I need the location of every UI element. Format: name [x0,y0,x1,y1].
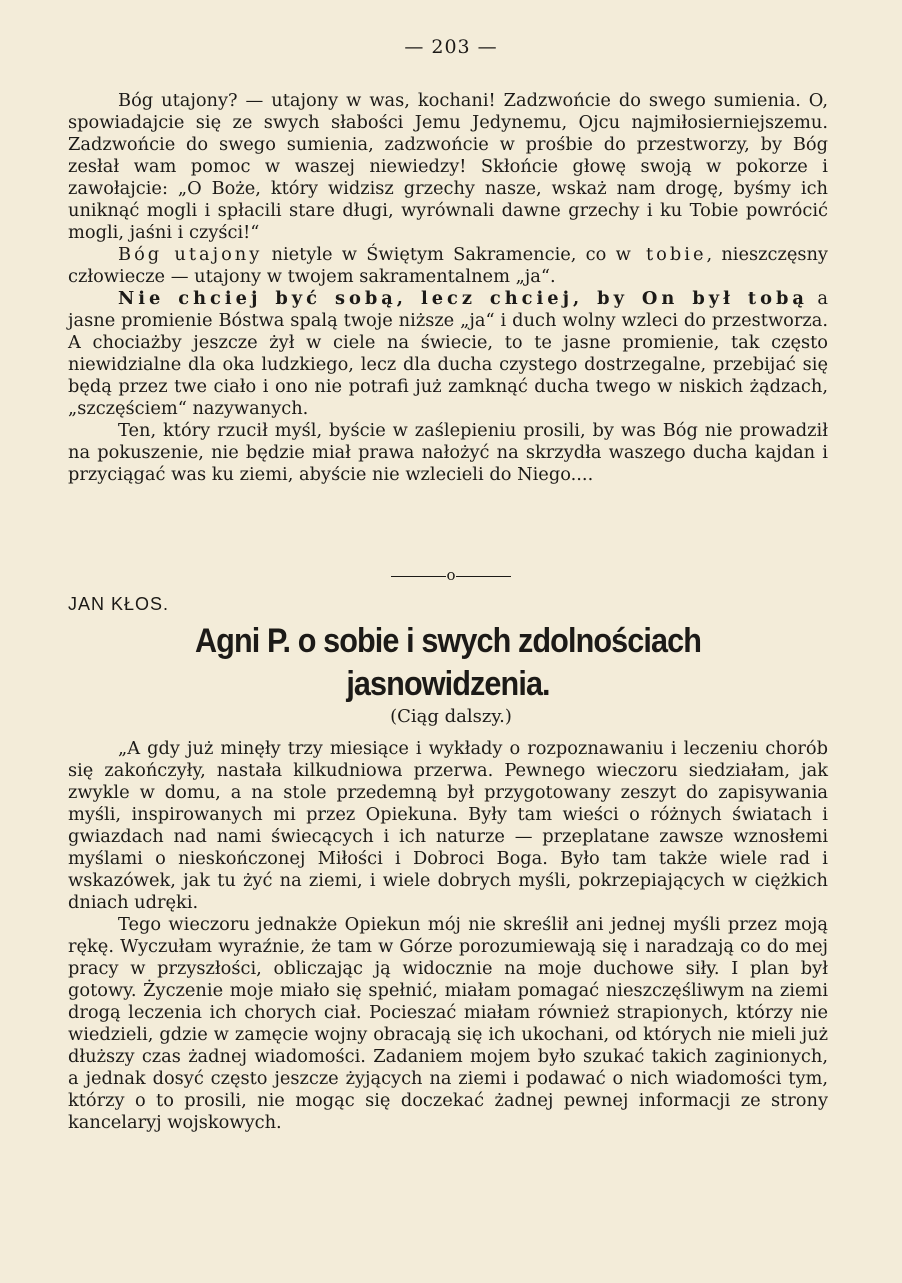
continued-note: (Ciąg dalszy.) [390,706,512,727]
article-title: Agni P. o sobie i swych zdolnościach jasnowidzenia. [194,622,702,703]
emphasis: w tobie [615,244,707,265]
separator-mark: o [446,566,456,584]
paragraph [68,288,828,420]
text: nietyle w Świętym Sakramencie, co [262,244,616,265]
text: a jasne promienie Bóstwa spalą twoje niższe „ja“ i duch wolny wzleci do przestworza. A chociażby jeszcze żył w ciele na świecie, to te jasne promienie, tak często niewidzialne dla oka ludzkiego, lecz dla ducha czystego dostrzegalne, przebijać się będą przez twe ciało i ono nie potrafi już zamknąć ducha twego w niskich żądzach, „szczęściem“ nazywanych. [68,288,828,419]
text-block-top [68,90,828,486]
paragraph: Bóg utajony? — utajony w was, kochani! Zadzwońcie do swego sumienia. O, spowiadajcie się ze swych słabości Jemu Jedynemu, Ojcu najmiłosierniejszemu. Zadzwońcie do swego sumienia, zadzwońcie w prośbie do przestworzy, by Bóg zesłał wam pomoc w waszej niewiedzy! Skłońcie głowę swoją w pokorze i zawołajcie: „O Boże, który widzisz grzechy nasze, wskaż nam drogę, byśmy ich uniknąć mogli i spłacili stare długi, wyrównali dawne grzechy i ku Tobie powrócić mogli, jaśni i czyści!“ [68,90,828,243]
paragraph: „A gdy już minęły trzy miesiące i wykłady o rozpoznawaniu i leczeniu chorób się zakończyły, nastała kilkudniowa przerwa. Pewnego wieczoru siedziałam, jak zwykle w domu, a na stole przedemną był przygotowany zeszyt do zapisywania myśli, inspirowanych mi przez Opiekuna. Były tam wieści o różnych światach i gwiazdach nad nami świecących i ich naturze — przeplatane zawsze wznosłemi myślami o nieskończonej Miłości i Dobroci Boga. Było tam także wiele rad i wskazówek, jak tu żyć na ziemi, i wiele dobrych myśli, pokrzepiających w ciężkich dniach udręki. [68,738,828,913]
page-number: — 203 — [404,36,498,58]
text: , nieszczęsny człowiecze — utajony w twojem sakramentalnem „ja“. [68,244,828,287]
separator-line [456,576,511,577]
section-separator [0,566,902,584]
paragraph: Tego wieczoru jednakże Opiekun mój nie skreślił ani jednej myśli przez moją rękę. Wyczułam wyraźnie, że tam w Górze porozumiewają się i naradzają co do mej pracy w przyszłości, obliczając ją widocznie na moje duchowe siły. I plan był gotowy. Życzenie moje miało się spełnić, miałam pomagać nieszczęśliwym na ziemi drogą leczenia ich chorych ciał. Pocieszać miałam również strapionych, którzy nie wiedzieli, gdzie w zamęcie wojny obracają się ich ukochani, od których nie mieli już dłuższy czas żadnej wiadomości. Zadaniem mojem było szukać takich zaginionych, a jednak dosyć często jeszcze żyjących na ziemi i podawać o nich wiadomości tym, którzy o to prosili, nie mogąc się doczekać żadnej pewnej informacji ze strony kancelaryj wojskowych. [68,914,828,1133]
text-block-article [68,738,828,1134]
emphasis: Bóg utajony [118,244,263,265]
emphasis: Nie chciej być sobą, lecz chciej, by On był tobą [118,288,808,309]
paragraph: Ten, który rzucił myśl, byście w zaślepieniu prosili, by was Bóg nie prowadził na pokuszenie, nie będzie miał prawa nałożyć na skrzydła waszego ducha kajdan i przyciągać was ku ziemi, abyście nie wzlecieli do Niego.... [68,420,828,485]
paragraph [68,244,828,288]
article-author: JAN KŁOS. [68,594,170,614]
separator-line [391,576,446,577]
